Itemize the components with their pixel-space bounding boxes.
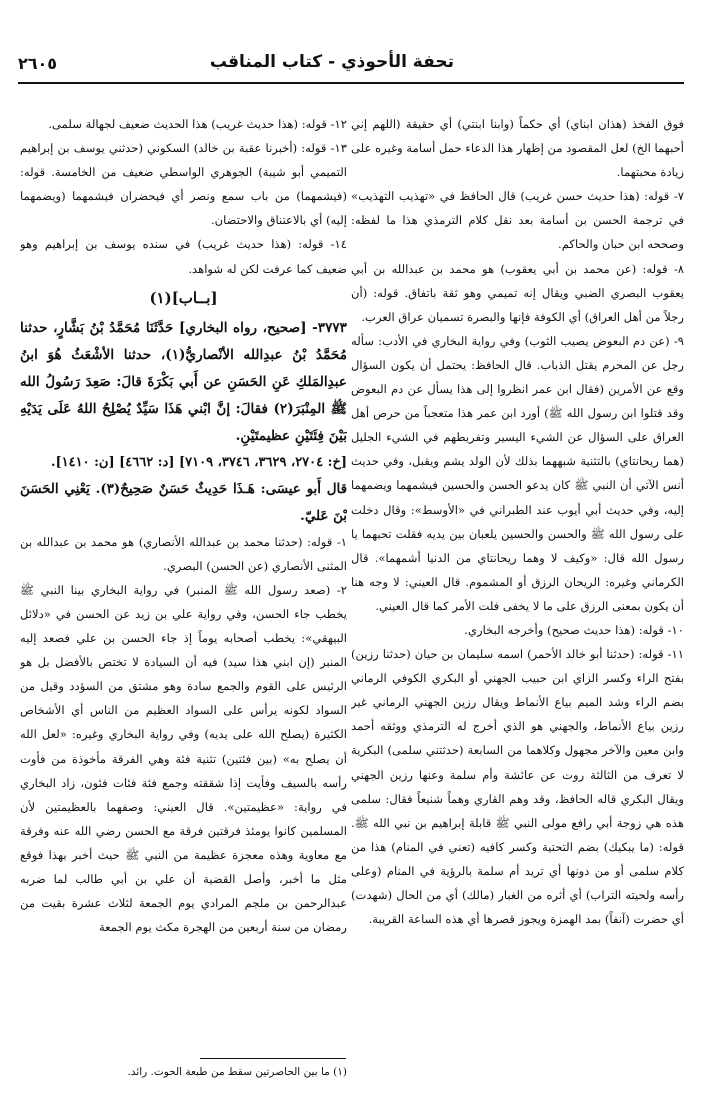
commentary-paragraph: ١٣- قوله: (أخبرنا عقبة بن خالد) السكوني (حدثني يوسف بن إبراهيم التميمي أبو شيبة) الجوهري الواسطي ضعيف من الخامسة. قوله: (فيشمهما) من باب سمع ونصر أي فيحضران فيشمهما (ويضمهما إليه) أي بالاعتناق والاحتضان.	[20, 141, 347, 228]
hadith-references: [خ: ٢٧٠٤، ٣٦٢٩، ٣٧٤٦، ٧١٠٩] [د: ٤٦٦٢] [ن: ١٤١٠].	[50, 454, 347, 470]
header-divider	[18, 82, 684, 84]
commentary-paragraph: ٩- (عن دم البعوض يصيب الثوب) وفي رواية البخاري في الأدب: سأله رجل عن المحرم يقتل الذباب. قال الحافظ: يحتمل أن يكون السؤال وقع عن الأمرين (فقال ابن عمر انظروا إلى هذا يسأل عن دم البعوض وقد قتلوا ابن رسول الله ﷺ) أورد ابن عمر هذا متعجباً من حرص أهل العراق على السؤال عن الشيء اليسير وتفريطهم في الشيء الجليل (هما ريحانتاي) بالتثنية شبههما بذلك لأن الولد يشم ويقبل، وفي حديث أنس الآتي أن النبي ﷺ كان يدعو الحسن والحسين فيشمهما ويضمهما إليه، وفي حديث أبي أيوب عند الطبراني في «الأوسط»: وقال دخلت على رسول الله ﷺ والحسن والحسين يلعبان بين يديه فقلت تحبهما يا رسول الله قال: «وكيف لا وهما ريحانتاي من الدنيا أشمهما». قال الكرماني وغيره: الريحان الرزق أو المشموم. قال العيني: لا وجه هنا أن يكون بمعنى الرزق على ما لا يخفى فلت الأمر كما قال العيني.	[351, 333, 684, 613]
commentary-paragraph: ٨- قوله: (عن محمد بن أبي يعقوب) هو محمد بن عبدالله بن أبي يعقوب البصري الضبي ويقال إنه تميمي وهو ثقة باتفاق. قوله: (أن رجلاً من أهل العراق) أي الكوفة فإنها والبصرة تسميان عراق العرب.	[351, 261, 684, 324]
tirmidhi-grading: قال أَبو عيسَى: هَـذَا حَدِيثٌ حَسَنٌ صَحِيحٌ(٣). يَعْنِي الحَسَنَ بْنَ عَليّ.	[20, 480, 347, 524]
commentary-paragraph: ١٤- قوله: (هذا حديث غريب) في سنده يوسف بن إبراهيم وهو ضعيف كما عرفت لكن له شواهد.	[20, 237, 347, 276]
commentary-paragraph: ١- قوله: (حدثنا محمد بن عبدالله الأنصاري) هو محمد بن عبدالله بن المثنى الأنصاري (عن الحسن) البصري.	[20, 534, 347, 573]
left-column	[20, 112, 347, 1042]
page-number: ٢٦٠٥	[18, 54, 58, 73]
hadith-text: ٣٧٧٣- [صحيح، رواه البخاري] حَدَّثَنَا مُحَمَّدُ بْنُ بَشَّارٍ، حدثنا مُحَمَّدُ بْنُ عبدِالله الأنْصاريُّ(١)، حدثنا الأشْعَثُ هُوَ ابنُ عبدِالمَلكِ عَنِ الحَسَنِ عن أَبي بَكْرَةَ قالَ: صَعِدَ رَسُولُ الله ﷺ المِنْبَرَ(٢) فقالَ: إنَّ ابْني هَذَا سَيِّدٌ يُصْلِحُ اللهُ عَلَى يَدَيْهِ بَيْنَ فِئَتَيْنِ عظيمتَيْنِ.	[20, 319, 347, 444]
commentary-paragraph: ١٠- قوله: (هذا حديث صحيح) وأخرجه البخاري.	[464, 622, 684, 637]
right-column	[351, 112, 684, 1042]
commentary-paragraph: ٧- قوله: (هذا حديث حسن غريب) قال الحافظ في «تهذيب التهذيب» في ترجمة الحسن بن أسامة بعد نقل كلام الترمذي هذا ما لفظه: وصححه ابن حبان والحاكم.	[351, 189, 684, 252]
page-header	[18, 52, 684, 80]
footnote-divider	[200, 1058, 346, 1059]
commentary-paragraph: فوق الفخذ (هذان ابناي) أي حكماً (وابنا ابنتي) أي حقيقة (اللهم إني أحبهما الخ) لعل المقصود من إظهار هذا الدعاء حمل أسامة وغيره على زيادة محبتهما.	[351, 117, 684, 180]
running-title: تحفة الأحوذي - كتاب المناقب	[209, 52, 454, 72]
chapter-heading: [بــاب](١)	[149, 288, 218, 307]
commentary-paragraph: ١١- قوله: (حدثنا أبو خالد الأحمر) اسمه سليمان بن حيان (حدثنا رزين) بفتح الراء وكسر الزاي ابن حبيب الجهني أو البكري الكوفي الرماني بضم الراء وشد الميم بياع الأنماط ويقال رزين الجهني الرماني غير رزين بياع الأنماط، والجهني هو الذي أخرج له الترمذي ووثقه أحمد وابن معين والآخر مجهول وكلاهما من السابعة (حدثتني سلمى) البكرية لا تعرف من الثالثة روت عن عائشة وأم سلمة وعنها رزين الجهني ويقال البكري قاله الحافظ، وقد وهم القاري وهماً شنيعاً فقال: سلمى هذه هي زوجة أبي رافع مولى النبي ﷺ قابلة إبراهيم بن نبي الله ﷺ. قوله: (ما يبكيك) بضم التحتية وكسر كافيه (تعني في المنام) هذا من كلام سلمى أو من دونها أي تريد أم سلمة بالرؤية في المنام (وعلى رأسه ولحيته التراب) أي أثره من الغبار (مالك) أي من الحال (شهدت) أي حضرت (آنفاً) بمد الهمزة ويجوز قصرها أي هذه الساعة القريبة.	[351, 647, 684, 927]
commentary-paragraph: ٢- (صعد رسول الله ﷺ المنبر) في رواية البخاري بينا النبي ﷺ يخطب جاء الحسن، وفي رواية علي بن زيد عن الحسن في «دلائل البيهقي»: يخطب أصحابه يوماً إذ جاء الحسن بن علي فصعد إليه المنبر (إن ابني هذا سيد) فيه أن السيادة لا تختص بالأفضل بل هو الرئيس على القوم والجمع سادة وهو مشتق من السؤدد وقيل من السواد لكونه يرأس على السواد العظيم من الناس أي الأشخاص الكثيرة (يصلح الله على يديه) وفي رواية البخاري وغيره: «لعل الله أن يصلح به» (بين فئتين) تثنية فئة وهي الفرقة مأخوذة من فأوت رأسه بالسيف وفأيت إذا شققته وجمع فئة فئات فئون، زاد البخاري في رواية: «عظيمتين». قال العيني: وصفهما بالعظيمتين لأن المسلمين كانوا يومئذ فرقتين فرقة مع الحسن رضي الله عنه وفرقة مع معاوية وهذه معجزة عظيمة من النبي ﷺ حيث أخبر بهذا فوقع مثل ما أخبر، وأصل القضية أن علي بن أبي طالب لما ضربه عبدالرحمن بن ملجم المرادي يوم الجمعة لثلاث عشرة بقيت من رمضان من سنة أربعين من الهجرة مكث يوم الجمعة	[20, 582, 347, 935]
commentary-paragraph: ١٢- قوله: (هذا حديث غريب) هذا الحديث ضعيف لجهالة سلمى.	[48, 117, 347, 131]
footnote: (١) ما بين الحاصرتين سقط من طبعة الحوت. رائد.	[127, 1066, 347, 1078]
